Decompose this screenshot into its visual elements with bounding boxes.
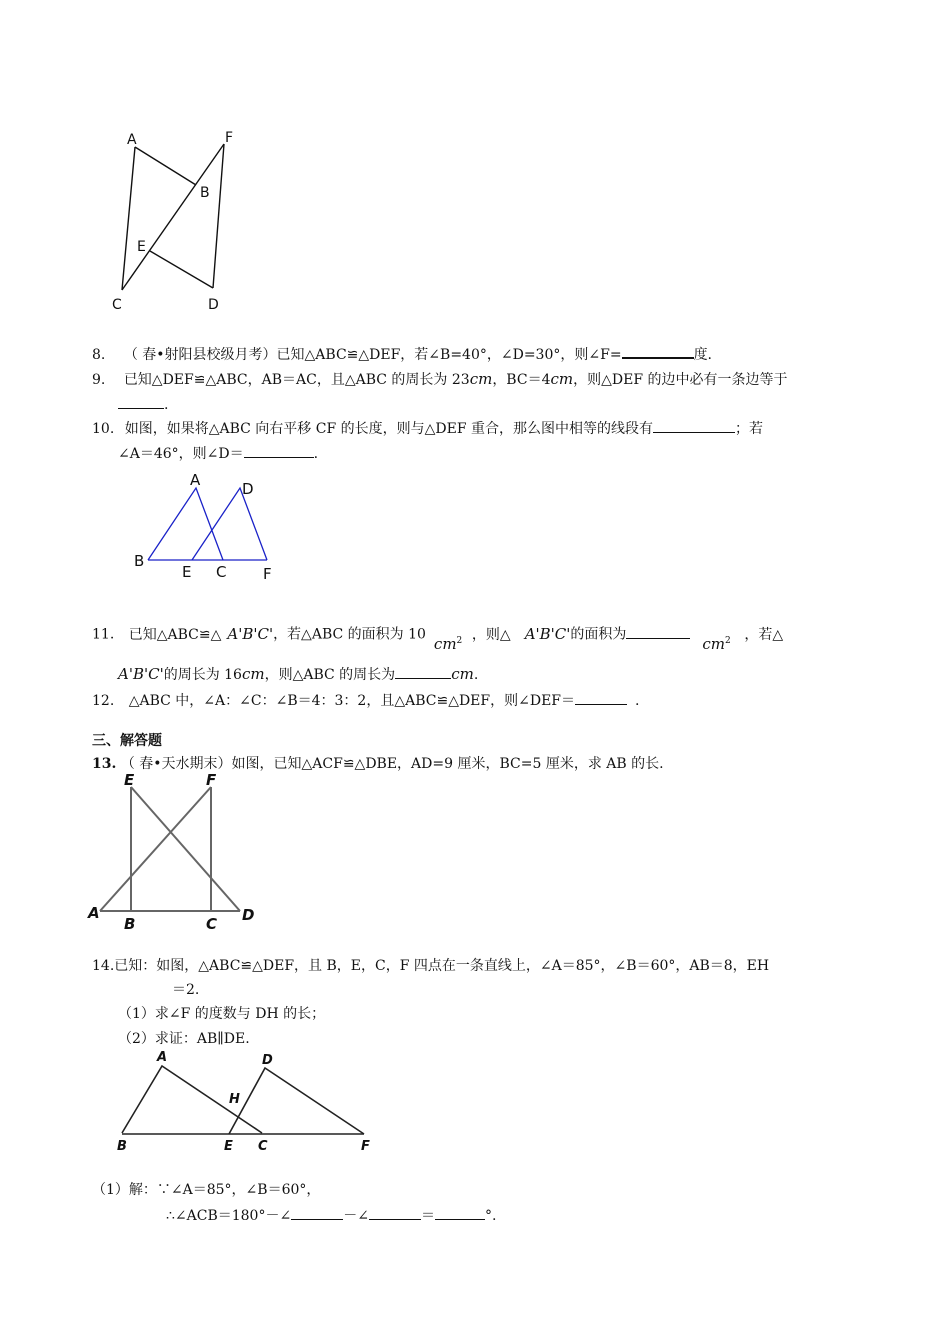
- label-F: F: [206, 771, 217, 789]
- sol-l2d: °.: [484, 1208, 497, 1224]
- q11-end: .: [473, 667, 479, 683]
- triangle-ABC: [122, 1066, 262, 1133]
- question-10: [92, 418, 763, 439]
- q11-unit-3: cm: [241, 665, 265, 683]
- q14-part1: （1）求∠F 的度数与 DH 的长；: [118, 1006, 326, 1022]
- question-9-cont: [118, 394, 168, 415]
- figure-q14: [112, 1050, 392, 1160]
- sol-l2c: ＝: [420, 1208, 435, 1224]
- label-F: F: [263, 565, 272, 583]
- section-heading-3: 三、解答题: [92, 733, 162, 749]
- q14-text-a: 已知：如图，△ABC≌△DEF，且 B，E，C，F 四点在一条直线上，∠A＝85°，∠B＝60°，AB＝8，EH: [114, 958, 770, 974]
- q10-text-c: ∠A＝46°，则∠D＝: [118, 446, 244, 462]
- q13-text: （ 春•天水期末）如图，已知△ACF≌△DBE，AD=9 厘米，BC=5 厘米，求 AB 的长.: [120, 756, 664, 772]
- label-A: A: [157, 1050, 168, 1065]
- label-B: B: [200, 185, 210, 201]
- figure-q13: [88, 770, 268, 933]
- q11-text-g: ，则△ABC 的周长为: [264, 667, 396, 683]
- q14-number: 14.: [92, 958, 115, 974]
- figure-q10: [130, 472, 290, 582]
- label-B: B: [124, 915, 136, 933]
- question-11-cont: [118, 664, 478, 685]
- question-8: [92, 343, 712, 365]
- label-E: E: [182, 563, 192, 581]
- label-E: E: [224, 1139, 233, 1154]
- q11-unit-2: cm: [702, 634, 726, 653]
- question-9: [92, 369, 787, 390]
- q11-sq-2: 2: [725, 636, 731, 646]
- label-F: F: [361, 1139, 370, 1154]
- label-C: C: [206, 915, 218, 933]
- q9-text-c: ，则△DEF 的边中必有一条边等于: [573, 372, 788, 388]
- q8-answer-blank[interactable]: [622, 343, 694, 359]
- sol-l2a: ∴∠ACB＝180°－∠: [166, 1208, 292, 1224]
- sol-blank-3[interactable]: [435, 1205, 485, 1220]
- sol-blank-1[interactable]: [291, 1205, 343, 1220]
- figure-q7: [100, 125, 250, 325]
- label-C: C: [216, 563, 227, 581]
- q10-answer-blank-2[interactable]: [244, 443, 314, 458]
- triangle-ABC: [148, 488, 223, 560]
- q11-tri-1: A'B'C': [227, 624, 274, 643]
- label-B: B: [117, 1139, 127, 1154]
- label-C: C: [258, 1139, 268, 1154]
- q12-end: .: [635, 693, 640, 709]
- seg-ED: [131, 787, 240, 911]
- seg-AB: [135, 147, 196, 185]
- q11-text-a: 已知△ABC≌△: [128, 626, 222, 643]
- q11-unit-4: cm: [451, 665, 474, 683]
- solution-line-2: [166, 1205, 496, 1226]
- seg-AC: [122, 147, 135, 290]
- q8-text: （ 春•射阳县校级月考）已知△ABC≌△DEF，若∠B=40°，∠D=30°，则∠F=: [123, 347, 622, 363]
- label-E: E: [137, 239, 146, 255]
- q9-answer-blank[interactable]: [118, 394, 164, 409]
- seg-FD: [213, 144, 224, 288]
- q10-text-a: 如图，如果将△ABC 向右平移 CF 的长度，则与△DEF 重合，那么图中相等的线段有: [124, 421, 654, 437]
- label-A: A: [127, 132, 137, 148]
- q11-tri-3: A'B'C': [118, 665, 164, 683]
- q11-text-f: 的周长为 16: [163, 667, 242, 683]
- label-H: H: [229, 1092, 240, 1107]
- q9-end: .: [164, 397, 169, 413]
- q12-answer-blank[interactable]: [575, 690, 627, 705]
- label-B: B: [134, 552, 145, 570]
- question-10-cont: [118, 443, 318, 464]
- q10-number: 10.: [92, 421, 115, 437]
- q11-text-d: 的面积为: [570, 626, 627, 643]
- q14-text-b: ＝2.: [172, 982, 200, 998]
- q11-answer-blank-1[interactable]: [626, 624, 690, 639]
- q11-number: 11.: [92, 626, 115, 643]
- q10-end: .: [313, 446, 319, 462]
- q11-text-b: ，若△ABC 的面积为 10: [273, 626, 426, 643]
- seg-AF: [100, 787, 211, 911]
- label-C: C: [112, 297, 122, 313]
- question-14-part1: [118, 1004, 325, 1024]
- label-D: D: [208, 297, 219, 313]
- solution-line-1: [92, 1180, 320, 1200]
- question-11: [92, 621, 784, 653]
- q9-number: 9.: [92, 372, 106, 388]
- label-A: A: [88, 904, 100, 922]
- label-D: D: [242, 480, 254, 498]
- q9-unit-2: cm: [550, 370, 574, 388]
- q9-unit-1: cm: [469, 370, 493, 388]
- label-D: D: [242, 906, 255, 924]
- q11-text-c: ，则△: [471, 626, 511, 643]
- q14-part2: （2）求证：AB∥DE.: [118, 1031, 250, 1047]
- q9-text-b: ，BC＝4: [492, 372, 551, 388]
- q8-suffix: 度.: [693, 347, 713, 363]
- label-D: D: [262, 1053, 273, 1068]
- label-A: A: [190, 471, 201, 489]
- q11-sq-1: 2: [456, 636, 463, 646]
- solution-line-1-text: （1）解：∵∠A＝85°，∠B＝60°，: [92, 1182, 321, 1198]
- label-F: F: [225, 130, 234, 146]
- q10-answer-blank-1[interactable]: [653, 418, 735, 433]
- question-14-cont: [172, 980, 199, 1000]
- q8-number: 8.: [92, 347, 106, 363]
- seg-ED: [150, 251, 213, 288]
- q13-number: 13.: [92, 756, 117, 772]
- q11-unit-1: cm: [433, 634, 457, 653]
- label-E: E: [124, 771, 135, 789]
- sol-blank-2[interactable]: [369, 1205, 421, 1220]
- q9-text-a: 已知△DEF≌△ABC，AB＝AC，且△ABC 的周长为 23: [123, 372, 470, 388]
- q12-number: 12.: [92, 693, 115, 709]
- question-14-part2: [118, 1029, 250, 1049]
- q11-answer-blank-2[interactable]: [395, 664, 451, 679]
- question-12: [92, 690, 639, 711]
- q12-text: △ABC 中，∠A：∠C：∠B＝4：3：2，且△ABC≌△DEF，则∠DEF＝: [128, 693, 576, 709]
- triangle-DEF: [192, 488, 267, 560]
- question-14: [92, 956, 769, 976]
- sol-l2b: －∠: [343, 1208, 369, 1224]
- seg-CF: [122, 144, 224, 290]
- q11-tri-2: A'B'C': [524, 624, 571, 643]
- q10-text-b: ；若: [735, 421, 764, 437]
- q11-text-e: ，若△: [744, 626, 784, 643]
